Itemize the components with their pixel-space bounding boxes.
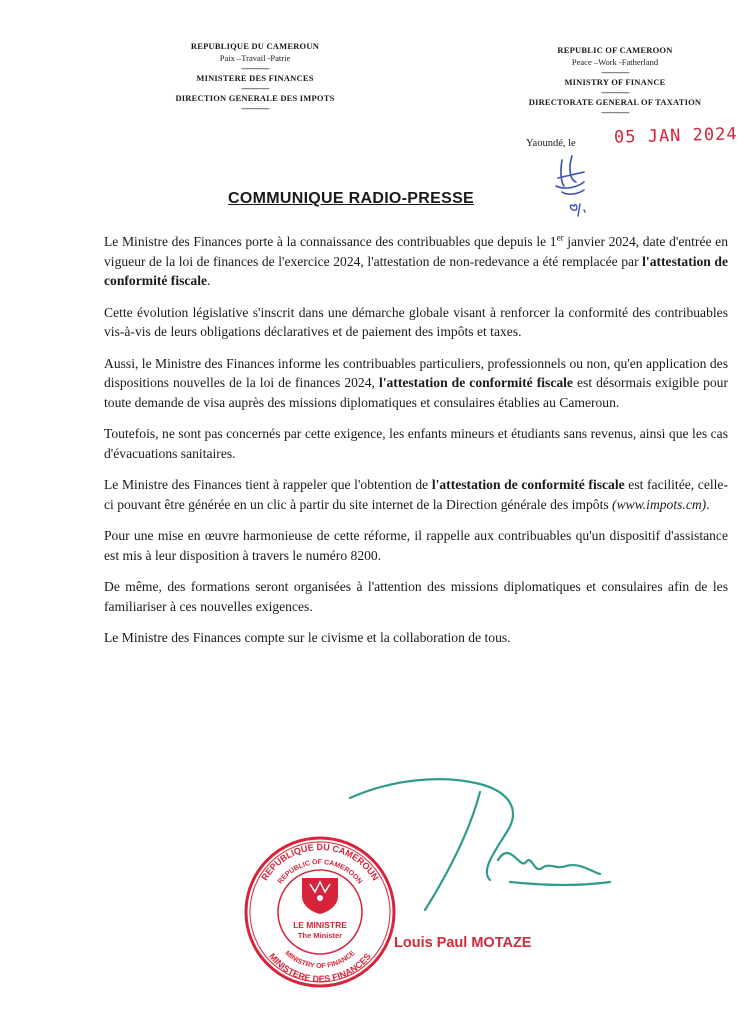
text-run: Aussi, le Ministre des Finances informe les contribuables particuliers, professionnels ou non, qu'en application des dispositions nouvelles de la loi de finances 2024,: [104, 355, 728, 390]
paragraph: [104, 475, 728, 514]
website-reference: (www.impots.cm): [612, 496, 707, 512]
paragraph: Pour une mise en œuvre harmonieuse de cette réforme, il rappelle aux contribuables qu'un dispositif d'assistance est mis à leur disposition à travers le numéro 8200.: [104, 528, 728, 563]
seal-outer-top: REPUBLIQUE DU CAMEROUN: [259, 841, 381, 883]
seal-outer-bottom: MINISTERE DES FINANCES: [267, 951, 373, 985]
header-left-separator: ---------------: [241, 103, 269, 113]
header-right-directorate: DIRECTORATE GENERAL OF TAXATION: [528, 97, 702, 107]
header-right-country: REPUBLIC OF CAMEROON: [557, 45, 673, 55]
date-stamp: 05 JAN 2024: [613, 124, 738, 148]
text-run: .: [706, 496, 710, 512]
text-run: Le Ministre des Finances porte à la connaissance des contribuables que depuis le 1: [104, 234, 557, 249]
paragraph: De même, des formations seront organisées à l'attention des missions diplomatiques et consulaires afin de les familiariser à ces nouvelles exigences.: [104, 579, 728, 614]
date-line: [526, 124, 746, 154]
paragraph: Toutefois, ne sont pas concernés par cette exigence, les enfants mineurs et étudiants sans revenus, ainsi que les cas d'évacuations sanitaires.: [104, 426, 728, 461]
seal-inner-bottom: MINISTRY OF FINANCE: [283, 949, 357, 971]
text-run: janvier 2024, date d'entrée en vigueur de la loi de finances de l'exercice 2024, l'attestation de non-redevance a été remplacée par: [104, 234, 728, 269]
text-run: Le Ministre des Finances tient à rappeler que l'obtention de: [104, 477, 432, 492]
header-left-separator: ---------------: [241, 63, 269, 73]
svg-text:MINISTRY OF FINANCE: [283, 950, 356, 970]
coat-of-arms-icon: [302, 878, 338, 914]
superscript: er: [556, 232, 564, 243]
header-left-block: [150, 40, 360, 112]
seal-inner-top: REPUBLIC OF CAMEROON: [276, 858, 364, 886]
handwritten-initials: [548, 152, 608, 222]
paragraph: Le Ministre des Finances compte sur le civisme et la collaboration de tous.: [104, 630, 511, 645]
date-label: Yaoundé, le: [526, 138, 576, 149]
text-run: .: [207, 273, 211, 288]
emphasis-bold: l'attestation de conformité fiscale: [431, 477, 625, 492]
header-left-motto: Paix –Travail -Patrie: [219, 53, 291, 63]
header-left-ministry: MINISTERE DES FINANCES: [196, 73, 314, 83]
seal-center-fr: LE MINISTRE: [293, 920, 347, 930]
emphasis-bold: l'attestation de conformité fiscale: [104, 253, 728, 288]
official-seal: [240, 832, 400, 992]
paragraph: [104, 354, 728, 413]
paragraph: Cette évolution législative s'inscrit dans une démarche globale visant à renforcer la conformité des contribuables vis-à-vis de leurs obligations déclaratives et de paiement des impôts et taxes.: [104, 304, 728, 339]
text-run: est facilitée, celle-ci pouvant être générée en un clic à partir du site internet de la Direction générale des impôts: [104, 477, 728, 512]
page-title: COMMUNIQUE RADIO-PRESSE: [228, 190, 475, 207]
signer-name: Louis Paul MOTAZE: [394, 935, 532, 951]
communique-body: [104, 232, 728, 660]
text-run: est désormais exigible pour toute demande de visa auprès des missions diplomatiques et consulaires établies au Cameroun.: [104, 375, 728, 410]
emphasis-bold: l'attestation de conformité fiscale: [378, 375, 573, 390]
header-right-separator: ---------------: [601, 107, 629, 117]
header-right-separator: ---------------: [601, 67, 629, 77]
paragraph: [104, 232, 728, 291]
header-left-country: REPUBLIQUE DU CAMEROUN: [190, 41, 320, 51]
header-left-directorate: DIRECTION GENERALE DES IMPOTS: [175, 93, 335, 103]
header-right-block: [510, 44, 720, 116]
seal-center-en: The Minister: [297, 931, 343, 940]
header-left-separator: ---------------: [241, 83, 269, 93]
header-right-ministry: MINISTRY OF FINANCE: [564, 77, 666, 87]
header-right-motto: Peace –Work -Fatherland: [571, 57, 659, 67]
header-right-separator: ---------------: [601, 87, 629, 97]
